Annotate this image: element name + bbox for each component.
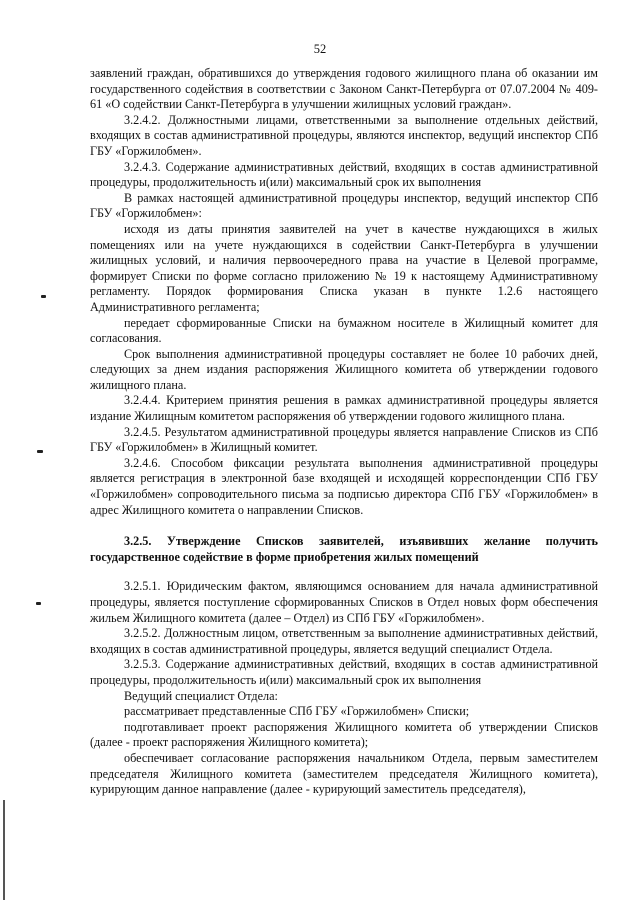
- paragraph: передает сформированные Списки на бумажном носителе в Жилищный комитет для согласования.: [90, 315, 598, 346]
- paragraph: Срок выполнения административной процедуры составляет не более 10 рабочих дней, следующих за днем издания распоряжения Жилищного комитета об утверждении годового жилищного плана.: [90, 346, 598, 392]
- paragraph-block: [90, 66, 598, 518]
- paragraph: 3.2.4.5. Результатом административной процедуры является направление Списков из СПб ГБУ «Горжилобмен» в Жилищный комитет.: [90, 424, 598, 455]
- paragraph: 3.2.4.6. Способом фиксации результата выполнения административной процедуры является регистрация в электронной базе входящей и исходящей корреспонденции СПб ГБУ «Горжилобмен» сопроводительного письма за подписью директора СПб ГБУ «Горжилобмен» в адрес Жилищного комитета о направлении Списков.: [90, 455, 598, 517]
- paragraph: 3.2.5.1. Юридическим фактом, являющимся основанием для начала административной процедуры, является поступление сформированных Списков в Отдел новых форм обеспечения жильем Жилищного комитета (далее – Отдел) из СПб ГБУ «Горжилобмен».: [90, 579, 598, 625]
- section-paragraph-block: [90, 579, 598, 797]
- section-heading: 3.2.5. Утверждение Списков заявителей, изъявивших желание получить государственное содействие в форме приобретения жилых помещений: [90, 534, 598, 564]
- paragraph: обеспечивает согласование распоряжения начальником Отдела, первым заместителем председателя Жилищного комитета (заместителем председателя Жилищного комитета), курирующим данное направление (далее - курирующий заместитель председателя),: [90, 750, 598, 797]
- margin-mark: [41, 295, 46, 298]
- paragraph: 3.2.4.3. Содержание административных действий, входящих в состав административной процедуры, продолжительность и(или) максимальный срок их выполнения: [90, 159, 598, 190]
- paragraph: 3.2.4.4. Критерием принятия решения в рамках административной процедуры является издание Жилищным комитетом распоряжения об утверждении годового жилищного плана.: [90, 393, 598, 424]
- paragraph: исходя из даты принятия заявителей на учет в качестве нуждающихся в жилых помещениях или на учете нуждающихся в содействии Санкт-Петербурга в улучшении жилищных условий, и наличия первоочередного права на участие в Целевой программе, формирует Списки по форме согласно приложению № 19 к настоящему Административному регламенту. Порядок формирования Списка указан в пункте 1.2.6 настоящего Административного регламента;: [90, 221, 598, 314]
- paragraph: 3.2.5.2. Должностным лицом, ответственным за выполнение административных действий, входящих в состав административной процедуры, является ведущий специалист Отдела.: [90, 626, 598, 656]
- margin-mark: [37, 450, 43, 453]
- paragraph: Ведущий специалист Отдела:: [124, 688, 278, 703]
- paragraph: заявлений граждан, обратившихся до утверждения годового жилищного плана об оказании им государственного содействия в соответствии с Законом Санкт-Петербурга от 07.07.2004 № 409-61 «О содействии Санкт-Петербурга в улучшении жилищных условий граждан».: [90, 66, 598, 112]
- paragraph: В рамках настоящей административной процедуры инспектор, ведущий инспектор СПб ГБУ «Горжилобмен»:: [90, 190, 598, 221]
- paragraph: подготавливает проект распоряжения Жилищного комитета об утверждении Списков (далее - проект распоряжения Жилищного комитета);: [90, 719, 598, 750]
- document-body: [90, 66, 598, 798]
- page-number: 52: [313, 42, 327, 56]
- paragraph: 3.2.4.2. Должностными лицами, ответственными за выполнение отдельных действий, входящих в состав административной процедуры, являются инспектор, ведущий инспектор СПб ГБУ «Горжилобмен».: [90, 112, 598, 158]
- paragraph: 3.2.5.3. Содержание административных действий, входящих в состав административной процедуры, продолжительность и(или) максимальный срок их выполнения: [90, 657, 598, 687]
- scan-edge-line: [3, 800, 5, 900]
- margin-mark: [36, 602, 41, 605]
- paragraph: рассматривает представленные СПб ГБУ «Горжилобмен» Списки;: [124, 704, 470, 719]
